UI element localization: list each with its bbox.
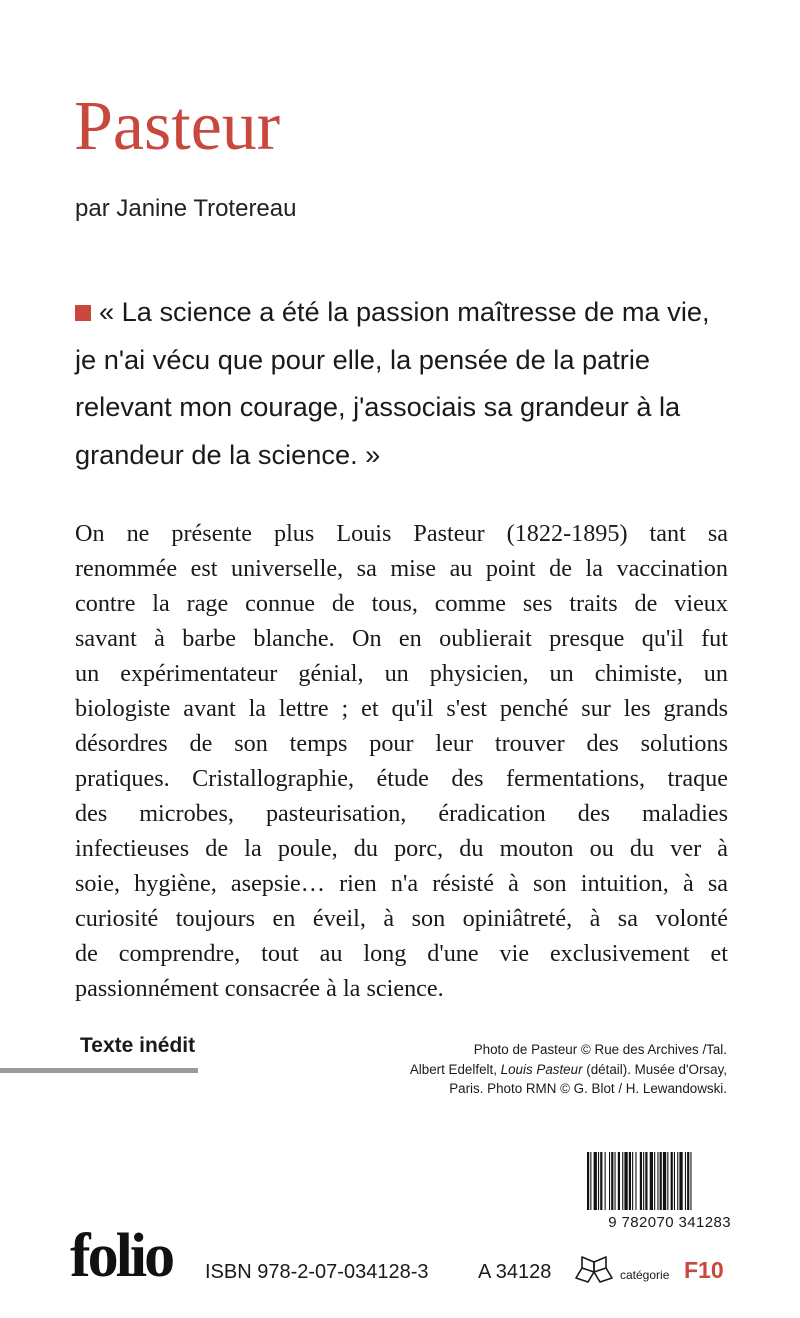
barcode-bar [640, 1152, 642, 1210]
edition-rule-divider [0, 1068, 198, 1073]
blurb-line: savant à barbe blanche. On en oublierait presque qu'il fut [75, 625, 728, 652]
barcode-bar [690, 1152, 691, 1210]
barcode-bar [594, 1152, 597, 1210]
barcode-bar [611, 1152, 613, 1210]
barcode-bar [657, 1152, 658, 1210]
barcode-bar [671, 1152, 673, 1210]
blurb-line: désordres de son temps pour leur trouver des solutions [75, 730, 728, 757]
pull-quote [75, 288, 735, 478]
barcode-bar [660, 1152, 662, 1210]
barcode-bar [687, 1152, 689, 1210]
pull-quote-text: « La science a été la passion maîtresse de ma vie, je n'ai vécu que pour elle, la pensée de la patrie relevant mon courage, j'associais sa grandeur à la grandeur de la science. » [75, 296, 710, 470]
red-square-bullet-icon [75, 305, 91, 321]
barcode-bar [677, 1152, 678, 1210]
barcode-bar [600, 1152, 602, 1210]
barcode-bar [624, 1152, 627, 1210]
reference-number: A 34128 [478, 1261, 552, 1283]
category-code: F10 [684, 1257, 724, 1283]
blurb-line: un expérimentateur génial, un physicien, un chimiste, un [75, 660, 728, 687]
author-line: par Janine Trotereau [75, 195, 297, 222]
barcode-bar [629, 1152, 631, 1210]
blurb-line: curiosité toujours en éveil, à son opiniâtreté, à sa volonté [75, 905, 728, 932]
barcode-icon [587, 1152, 727, 1210]
isbn-number: ISBN 978-2-07-034128-3 [205, 1261, 429, 1283]
barcode-bar [650, 1152, 653, 1210]
publisher-logo: folio [70, 1222, 173, 1290]
credits-artwork-title: Louis Pasteur [500, 1061, 583, 1077]
credits-line: Photo de Pasteur © Rue des Archives /Tal. [473, 1042, 727, 1057]
barcode-bar [632, 1152, 633, 1210]
barcode-bar [587, 1152, 589, 1210]
barcode-bar [598, 1152, 599, 1210]
barcode-bar [667, 1152, 668, 1210]
blurb-text [75, 516, 728, 1006]
barcode-bar [679, 1152, 682, 1210]
blurb-line: renommée est universelle, sa mise au point de la vaccination [75, 555, 728, 582]
barcode-bar [654, 1152, 655, 1210]
blurb-line: contre la rage connue de tous, comme ses traits de vieux [75, 590, 728, 617]
barcode-bar [674, 1152, 675, 1210]
credits-text: Albert Edelfelt, [409, 1061, 501, 1077]
credits-line [367, 1060, 727, 1080]
blurb-line: infectieuses de la poule, du porc, du mouton ou du ver à [75, 835, 728, 862]
edition-label: Texte inédit [80, 1034, 196, 1057]
category-label: catégorie [620, 1268, 670, 1282]
barcode-bar [622, 1152, 623, 1210]
barcode-bar [609, 1152, 610, 1210]
barcode-bar [643, 1152, 644, 1210]
credits-text: (détail). Musée d'Orsay, [582, 1061, 727, 1077]
blurb-line: pratiques. Cristallographie, étude des fermentations, traque [75, 765, 728, 792]
barcode-bar [645, 1152, 647, 1210]
blurb-line: biologiste avant la lettre ; et qu'il s'est penché sur les grands [75, 695, 728, 722]
book-title: Pasteur [74, 88, 281, 165]
barcode-bar [605, 1152, 606, 1210]
barcode-bar [615, 1152, 616, 1210]
blurb-line: On ne présente plus Louis Pasteur (1822-1895) tant sa [75, 520, 728, 547]
barcode-number: 9 782070 341283 [608, 1214, 731, 1231]
barcode-bar [590, 1152, 591, 1210]
blurb-line: soie, hygiène, asepsie… rien n'a résisté à son intuition, à sa [75, 870, 728, 897]
blurb-line: des microbes, pasteurisation, éradication des maladies [75, 800, 728, 827]
barcode-bar [685, 1152, 686, 1210]
blurb-line: passionnément consacrée à la science. [75, 975, 444, 1002]
credits-line: Paris. Photo RMN © G. Blot / H. Lewandowski. [449, 1081, 727, 1097]
photo-credits [367, 1040, 727, 1099]
barcode-bar [663, 1152, 666, 1210]
blurb-line: de comprendre, tout au long d'une vie exclusivement et [75, 940, 728, 967]
open-book-category-icon [574, 1254, 614, 1286]
barcode-bar [618, 1152, 620, 1210]
barcode-bar [635, 1152, 636, 1210]
